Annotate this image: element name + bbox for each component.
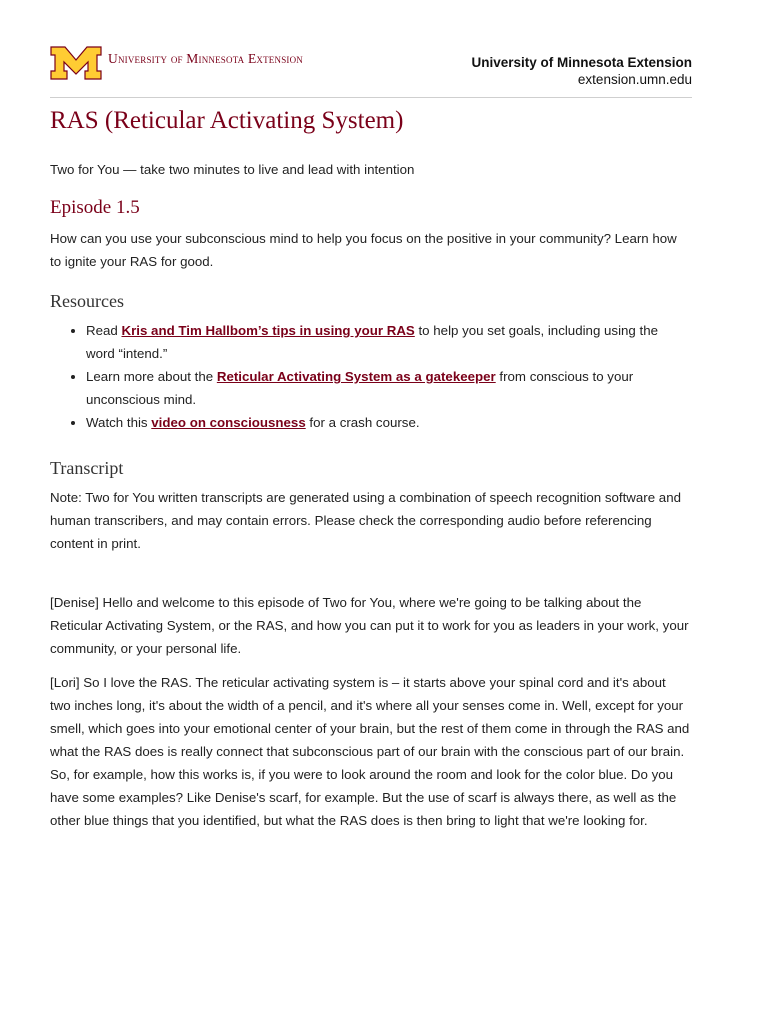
resources-list <box>50 319 690 434</box>
resource-link-ras-gatekeeper[interactable]: Reticular Activating System as a gatekeeper <box>216 369 496 384</box>
resource-text: Read <box>86 323 122 338</box>
resources-heading: Resources <box>50 291 124 311</box>
umn-logo[interactable] <box>50 46 303 80</box>
resource-item <box>86 365 690 411</box>
transcript-paragraph: [Lori] So I love the RAS. The reticular activating system is – it starts above your spinal cord and it's about two inches long, it's about the width of a pencil, and it's where all your senses come in. Well, except for your smell, which goes into your emotional center of your brain, but the rest of them come in through the RAS and what the RAS does is really connect that subconscious part of our brain with the conscious part of our brain. So, for example, how this works is, if you were to look around the room and look for the color blue. Do you have some examples? Like Denise's scarf, for example. But the use of scarf is always there, as well as the other blue things that you identified, but what the RAS does is then bring to light that we're looking for. <box>50 675 690 828</box>
transcript-heading: Transcript <box>50 458 124 478</box>
main-content <box>50 104 690 832</box>
page-header <box>50 40 692 90</box>
resource-item <box>86 319 690 365</box>
resource-text: Watch this <box>86 415 152 430</box>
page-subtitle: Two for You — take two minutes to live and lead with intention <box>50 162 415 177</box>
header-url[interactable]: extension.umn.edu <box>577 72 692 87</box>
resource-link-consciousness-video[interactable]: video on consciousness <box>151 415 306 430</box>
block-m-icon <box>50 46 102 80</box>
header-org-name: University of Minnesota Extension <box>471 55 692 70</box>
resource-text: from conscious to your unconscious mind. <box>86 369 634 407</box>
episode-heading: Episode 1.5 <box>50 197 140 218</box>
resource-link-hallbom-tips[interactable]: Kris and Tim Hallbom’s tips in using your RAS <box>121 323 415 338</box>
logo-wordmark: University of Minnesota Extension <box>108 51 303 66</box>
resource-text: for a crash course. <box>305 415 420 430</box>
transcript-note: Note: Two for You written transcripts are generated using a combination of speech recognition software and human transcribers, and may contain errors. Please check the corresponding audio before referencing content in print. <box>50 490 681 551</box>
episode-description: How can you use your subconscious mind to help you focus on the positive in your community? Learn how to ignite your RAS for good. <box>50 231 677 269</box>
header-contact <box>471 54 692 88</box>
resource-text: to help you set goals, including using the word “intend.” <box>86 323 658 361</box>
transcript-paragraph: [Denise] Hello and welcome to this episode of Two for You, where we're going to be talking about the Reticular Activating System, or the RAS, and how you can put it to work for you as leaders in your work, your community, or your personal life. <box>50 595 689 656</box>
page-title: RAS (Reticular Activating System) <box>50 107 404 134</box>
header-divider <box>50 97 692 98</box>
resource-text: Learn more about the <box>86 369 217 384</box>
resource-item <box>86 411 690 434</box>
